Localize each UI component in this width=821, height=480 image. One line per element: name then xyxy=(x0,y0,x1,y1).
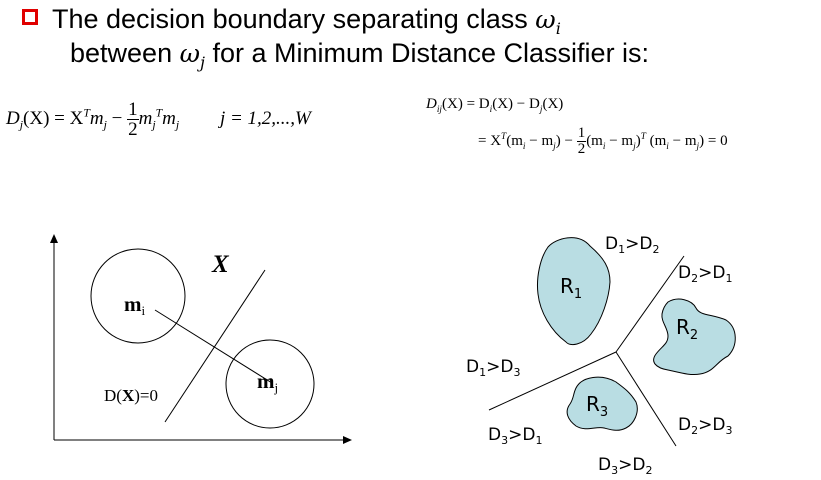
label-r3: $R_3$ xyxy=(586,392,609,420)
region-r3 xyxy=(567,377,637,430)
mean-connector-line xyxy=(155,310,272,383)
decision-boundary-line xyxy=(165,270,265,422)
label-r2: $R_2$ xyxy=(676,315,699,343)
omega-i-symbol: $\omega_i$ xyxy=(535,5,561,38)
boundary-equation-line-1: $D_{ij}(X) = D_i(X) - D_j(X)$ xyxy=(426,96,564,115)
omega-j-symbol: $\omega_j$ xyxy=(179,39,205,72)
title-text-1: The decision boundary separating class xyxy=(52,4,536,34)
label-d3-gt-d2: $D_3>D_2$ xyxy=(598,455,653,477)
label-d1-gt-d2: $D_1>D_2$ xyxy=(605,234,660,256)
title-text-3: for a Minimum Distance Classifier is: xyxy=(204,38,650,68)
label-d2-gt-d3: $D_2>D_3$ xyxy=(678,415,733,437)
index-range: j = 1,2,...,W xyxy=(219,107,311,129)
label-d2-gt-d1: $D_2>D_1$ xyxy=(678,263,733,285)
label-X: X xyxy=(212,251,229,278)
label-mj: mj xyxy=(257,369,279,395)
boundary-equation-line-2: = $X^T(m_i - m_j)$ − $\frac{1}{2}$ $(m_i - m_j)^T$ $(m_i - m_j) = 0$ xyxy=(478,125,728,157)
x-axis-arrow-icon xyxy=(343,436,352,444)
title-text-2: between xyxy=(70,38,180,68)
label-r1: $R_1$ xyxy=(560,274,583,302)
label-d3-gt-d1: $D_3>D_1$ xyxy=(488,425,543,447)
label-mi: mi xyxy=(124,292,146,318)
y-axis-arrow-icon xyxy=(50,234,58,243)
discriminant-equation: $D_j(X) = X^Tm_j$ − $\frac{1}{2}$ $m_j^Tm_j$ j = 1,2,...,W xyxy=(6,99,311,140)
label-boundary-eq: D(X)=0 xyxy=(104,386,158,405)
label-d1-gt-d3: $D_1>D_3$ xyxy=(466,357,521,379)
